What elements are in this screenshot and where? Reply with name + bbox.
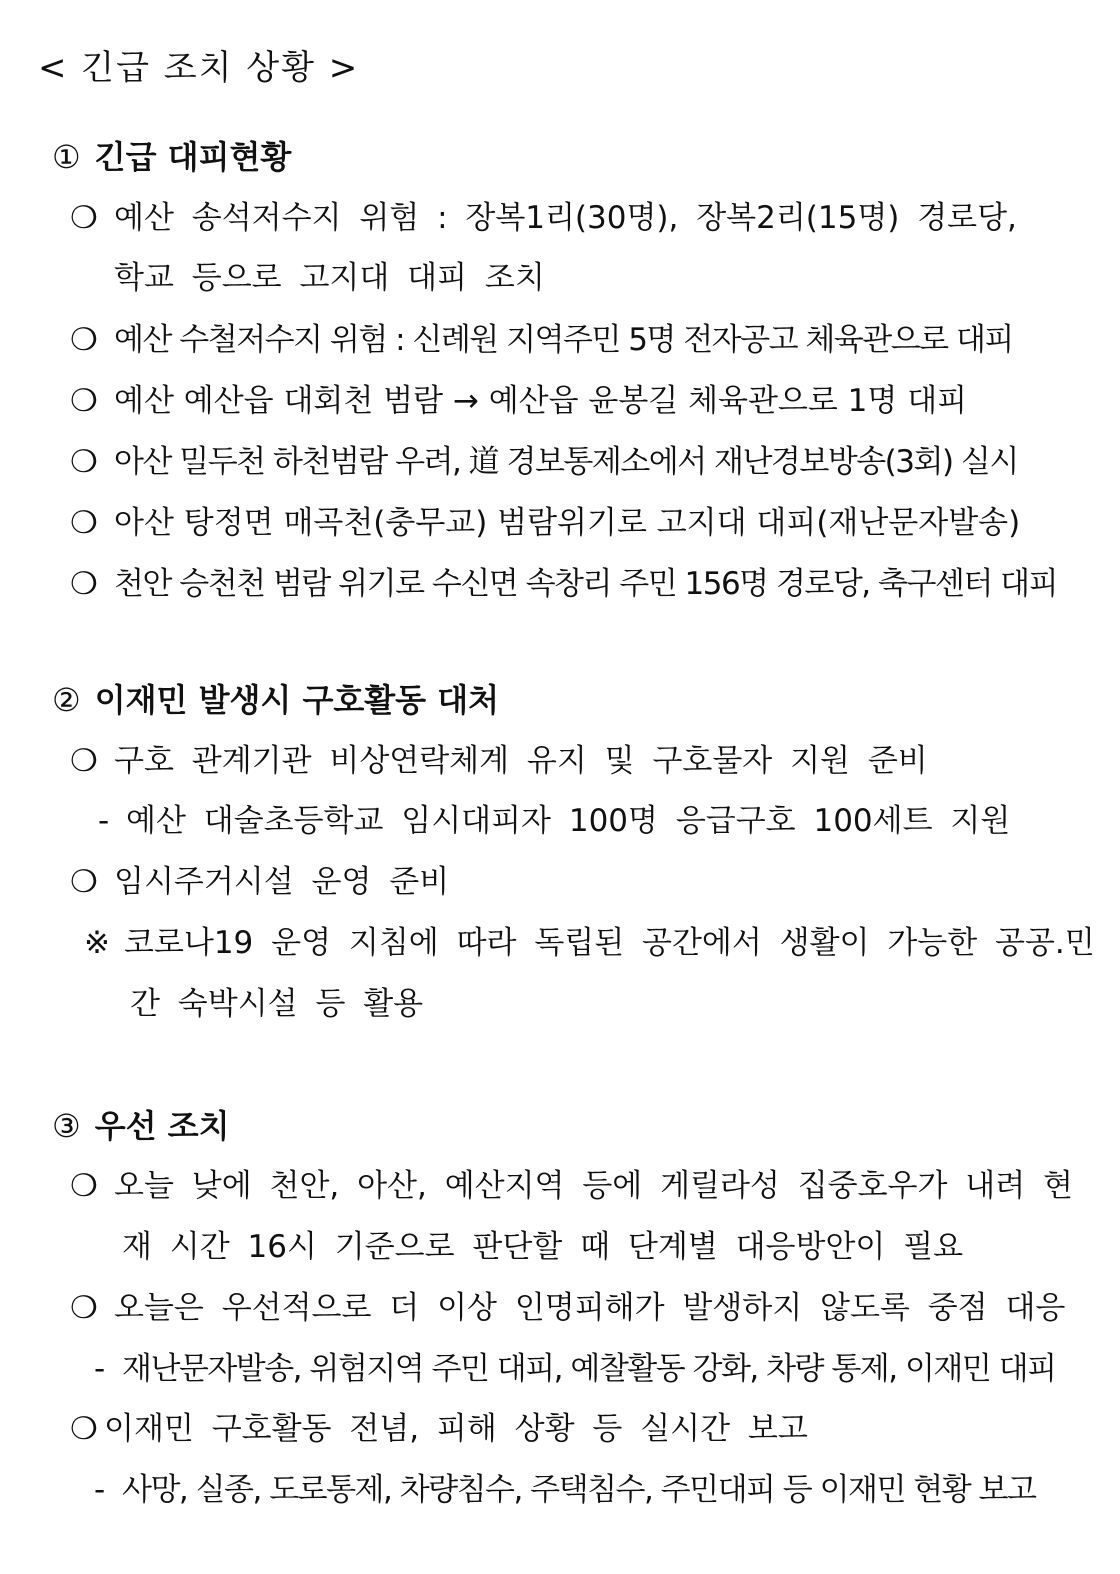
section-heading [52, 680, 499, 720]
sub-item: - 사망, 실종, 도로통제, 차량침수, 주택침수, 주민대피 등 이재민 현황 보고 [94, 1472, 1036, 1508]
section-heading [52, 1106, 229, 1146]
list-item: ❍ 예산 송석저수지 위험 : 장복1리(30명), 장복2리(15명) 경로당, [70, 200, 1017, 236]
page-title: < 긴급 조치 상황 > [38, 48, 360, 88]
section-title: 우선 조치 [94, 1107, 230, 1145]
list-item: ❍ 예산 수철저수지 위험 : 신례원 지역주민 5명 전자공고 체육관으로 대피 [70, 322, 1013, 358]
list-item-continuation: 학교 등으로 고지대 대피 조치 [114, 260, 545, 296]
sub-item: - 재난문자발송, 위험지역 주민 대피, 예찰활동 강화, 차량 통제, 이재민 대피 [94, 1351, 1056, 1387]
dash-icon: - [94, 1472, 104, 1508]
bullet-icon: ❍ [70, 1290, 98, 1326]
list-item: ❍ 구호 관계기관 비상연락체계 유지 및 구호물자 지원 준비 [70, 743, 928, 779]
bullet-icon: ❍ [70, 743, 98, 779]
list-item: ❍ 아산 탕정면 매곡천(충무교) 범람위기로 고지대 대피(재난문자발송) [70, 505, 1021, 541]
bullet-icon: ❍ [70, 444, 97, 480]
note-item-continuation: 간 숙박시설 등 활용 [130, 986, 424, 1022]
list-item: ❍ 아산 밀두천 하천범람 우려, 道 경보통제소에서 재난경보방송(3회) 실시 [70, 444, 1018, 480]
list-item: ❍ 오늘은 우선적으로 더 이상 인명피해가 발생하지 않도록 중점 대응 [70, 1290, 1066, 1326]
section-heading [52, 137, 291, 177]
sub-item: - 예산 대술초등학교 임시대피자 100명 응급구호 100세트 지원 [98, 803, 1011, 839]
bullet-icon: ❍ [70, 1411, 98, 1447]
bullet-icon: ❍ [70, 383, 98, 419]
list-item-continuation: 재 시간 16시 기준으로 판단할 때 단계별 대응방안이 필요 [122, 1229, 964, 1265]
note-item: ※ 코로나19 운영 지침에 따라 독립된 공간에서 생활이 가능한 공공.민 [84, 925, 1095, 961]
bullet-icon: ❍ [70, 864, 98, 900]
dash-icon: - [98, 803, 110, 839]
reference-mark-icon: ※ [84, 925, 110, 961]
list-item: ❍ 임시주거시설 운영 준비 [70, 864, 450, 900]
section-title: 긴급 대피현황 [94, 138, 292, 176]
section-number: ② [52, 681, 81, 719]
list-item: ❍ 예산 예산읍 대회천 범람 → 예산읍 윤봉길 체육관으로 1명 대피 [70, 383, 968, 419]
list-item: ❍ 오늘 낮에 천안, 아산, 예산지역 등에 게릴라성 집중호우가 내려 현 [70, 1168, 1073, 1204]
list-item: ❍ 천안 승천천 범람 위기로 수신면 속창리 주민 156명 경로당, 축구센터 대피 [70, 566, 1058, 602]
bullet-icon: ❍ [70, 200, 98, 236]
bullet-icon: ❍ [70, 1168, 98, 1204]
section-number: ① [52, 138, 81, 176]
bullet-icon: ❍ [70, 505, 98, 541]
bullet-icon: ❍ [70, 322, 97, 358]
bullet-icon: ❍ [70, 566, 97, 602]
section-number: ③ [52, 1107, 81, 1145]
section-title: 이재민 발생시 구호활동 대처 [94, 681, 500, 719]
dash-icon: - [94, 1351, 104, 1387]
list-item: ❍ 이재민 구호활동 전념, 피해 상황 등 실시간 보고 [70, 1411, 808, 1447]
